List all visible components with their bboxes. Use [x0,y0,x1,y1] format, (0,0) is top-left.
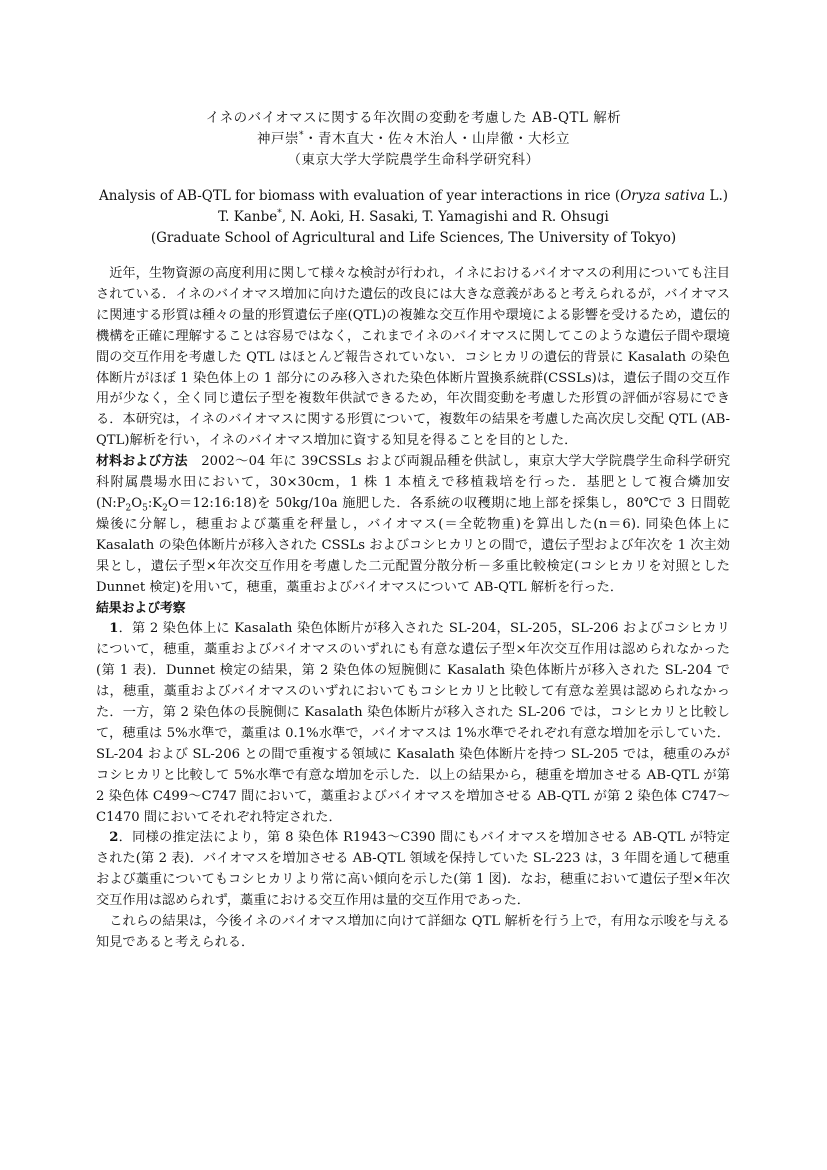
english-coauthors: , N. Aoki, H. Sasaki, T. Yamagishi and R. Ohsugi [281,209,609,225]
methods-sub-3: 2 [162,503,168,514]
methods-text-1: 2002～04 年に 39CSSLs および両親品種を供試し，東京大学大学院農学生命科学研究科附属農場水田において，30×30cm，1 株 1 本植えで移植栽培を行った．基肥として複合燐加安(N:P [96,454,731,511]
english-header [0,186,827,249]
japanese-header [0,108,827,171]
english-authors [0,207,827,228]
results-item-2-number: 2 [109,830,119,846]
presenter-mark-en: * [277,208,282,219]
intro-paragraph: 近年，生物資源の高度利用に関して様々な検討が行われ，イネにおけるバイオマスの利用についても注目されている．イネのバイオマス増加に向けた遺伝的改良には大きな意義があると考えられるが，バイオマスに関連する形質は種々の量的形質遺伝子座(QTL)の複雑な交互作用や環境による影響を受けるため，遺伝的機構を正確に理解することは容易ではなく，これまでイネのバイオマスに関してこのような遺伝子間や環境間の交互作用を考慮した QTL はほとんど報告されていない．コシヒカリの遺伝的背景に Kasalath の染色体断片がほぼ 1 染色体上の 1 部分にのみ移入された染色体断片置換系統群(CSSLs)は，遺伝子間の交互作用が少なく，全く同じ遺伝子型を複数年供試できるため，年次間変動を考慮した形質の評価が容易にできる．本研究は，イネのバイオマスに関する形質について，複数年の結果を考慮した高次戻し交配 QTL (AB-QTL)解析を行い，イネのバイオマス増加に資する知見を得ることを目的とした． [96,266,730,449]
species-name: Oryza sativa [620,188,706,204]
methods-text-4: O＝12:16:18)を 50kg/10a 施肥した．各系統の収穫期に地上部を採集し，80℃で 3 日間乾燥後に分解し，穂重および藁重を秤量し，バイオマス(＝全乾物重)を算出した(n＝6). 同染色体上に Kasalath の染色体断片が移入された CSSLs およびコシヒカリとの間で，遺伝子型および年次を 1 次主効果とし，遺伝子型×年次交互作用を考慮した二元配置分散分析－多重比較検定(コシヒカリを対照とした Dunnet 検定)を用いて，穂重，藁重およびバイオマスについて AB-QTL 解析を行った． [96,495,730,595]
english-first-author: T. Kanbe [218,209,278,225]
methods-sub-1: 2 [125,503,132,514]
results-paragraph-1 [96,619,730,828]
english-title-pre: Analysis of AB-QTL for biomass with evaluation of year interactions in rice ( [98,188,621,204]
methods-paragraph [96,452,730,598]
methods-heading: 材料および方法 [96,454,188,470]
results-item-1-text: ．第 2 染色体上に Kasalath 染色体断片が移入された SL-204，SL-205，SL-206 およびコシヒカリについて，穂重，藁重およびバイオマスのいずれにも有意な遺伝子型×年次交互作用は認められなかった(第 1 表)．Dunnet 検定の結果，第 2 染色体の短腕側に Kasalath 染色体断片が移入された SL-204 では，穂重，藁重およびバイオマスのいずれにおいてもコシヒカリと比較して有意な差異は認められなかった．一方，第 2 染色体の長腕側に Kasalath 染色体断片が移入された SL-206 では，コシヒカリと比較して，穂重は 5%水準で，藁重は 0.1%水準で，バイオマスは 1%水準でそれぞれ有意な増加を示していた．SL-204 および SL-206 との間で重複する領域に Kasalath 染色体断片を持つ SL-205 では，穂重のみがコシヒカリと比較して 5%水準で有意な増加を示した．以上の結果から，穂重を増加させる AB-QTL が第 2 染色体 C499～C747 間において，藁重およびバイオマスを増加させる AB-QTL が第 2 染色体 C747～C1470 間においてそれぞれ特定された． [96,621,730,825]
methods-text-2: O [131,495,143,511]
japanese-coauthors: ・青木直大・佐々木治人・山岸徹・大杉立 [304,131,570,147]
japanese-authors [0,129,827,150]
results-paragraph-2 [96,828,730,912]
japanese-title: イネのバイオマスに関する年次間の変動を考慮した AB-QTL 解析 [205,110,622,126]
conclusion-paragraph: これらの結果は，今後イネのバイオマス増加に向けて詳細な QTL 解析を行う上で，有用な示唆を与える知見であると考えられる． [96,914,730,950]
methods-sub-2: 5 [142,503,148,514]
english-title-post: L.) [705,188,729,204]
results-heading-line [96,599,730,620]
japanese-affiliation: （東京大学大学院農学生命科学研究科） [287,152,540,168]
japanese-first-author: 神戸崇 [257,131,299,147]
results-heading: 結果および考察 [96,600,186,616]
presenter-mark: * [299,130,304,141]
results-item-1-number: 1 [109,621,119,637]
abstract-body [96,264,730,954]
english-title [0,186,827,207]
methods-text-3: :K [147,495,163,511]
results-item-2-text: ．同様の推定法により，第 8 染色体 R1943～C390 間にもバイオマスを増加させる AB-QTL が特定された(第 2 表)．バイオマスを増加させる AB-QTL 領域を保持していた SL-223 は，3 年間を通して穂重および藁重についてもコシヒカリより常に高い傾向を示した(第 1 図)．なお，穂重において遺伝子型×年次交互作用は認められず，藁重における交互作用は量的交互作用であった． [96,830,730,909]
english-affiliation: (Graduate School of Agricultural and Life Sciences, The University of Tokyo) [150,230,677,246]
